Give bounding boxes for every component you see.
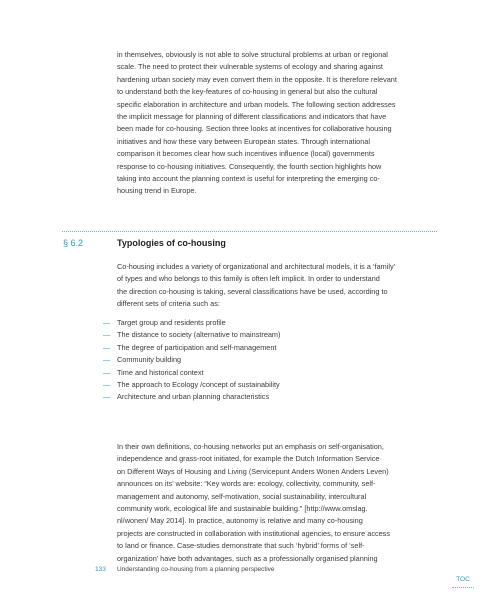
text-line: to land or finance. Case-studies demonstrate that such ‘hybrid’ forms of ‘self- [117,541,365,551]
text-line: to understand both the key-features of co-housing in general but also the cultural [117,87,378,97]
list-item-text: Time and historical context [117,367,204,377]
text-line: hardening urban society may even convert them in the opposite. It is therefore relevant [117,74,397,84]
list-marker: — [103,330,111,340]
list-item [103,354,423,366]
text-line: on Different Ways of Housing and Living (Servicepunt Anders Wonen Anders Leven) [117,466,389,476]
list-item [103,367,423,379]
list-marker: — [103,392,111,402]
text-line: independence and grass-root initiated, for example the Dutch Information Service [117,454,380,464]
text-line: the direction co-housing is taking, several classifications have be used, according to [117,286,388,296]
page-number: 133 [95,566,106,573]
list-item [103,329,423,341]
section-title: Typologies of co-housing [117,238,226,248]
list-item [103,317,423,329]
list-item-text: The distance to society (alternative to mainstream) [117,330,281,340]
list-item-text: Community building [117,355,182,365]
text-line: initiatives and how these vary between European states. Through international [117,136,370,146]
text-line: different sets of criteria such as: [117,299,220,309]
text-line: scale. The need to protect their vulnerable systems of ecology and sharing against [117,62,383,72]
text-line: organization’ have both advantages, such as a professionally organised planning [117,553,378,563]
body-paragraph [117,441,437,565]
text-line: announces on its’ website: “Key words are: ecology, collectivity, community, self- [117,479,376,489]
list-item [103,391,423,403]
text-line: nl/wonen/ May 2014]. In practice, autonomy is relative and many co-housing [117,516,363,526]
text-line: taking into account the planning context is useful for interpreting the emerging co- [117,174,380,184]
section-number: § 6.2 [63,238,84,248]
text-line: Co-housing includes a variety of organizational and architectural models, it is a ‘family’ [117,262,396,271]
text-line: projects are constructed in collaboration with institutional agencies, to ensure access [117,528,390,538]
text-line: response to co-housing initiatives. Consequently, the fourth section highlights how [117,161,382,171]
toc-link[interactable]: TOC [456,576,470,583]
list-item [103,342,423,354]
running-title: Understanding co-housing from a planning perspective [117,566,275,573]
list-marker: — [103,342,111,352]
list-item-text: The approach to Ecology /concept of sustainability [117,380,280,390]
list-item [103,379,423,391]
toc-underline [452,587,474,588]
text-line: comparison it becomes clear how such incentives influence (local) governments [117,149,375,159]
text-line: housing trend in Europe. [117,186,197,196]
criteria-list [103,317,423,404]
text-line: specific elaboration in architecture and urban models. The following section addresses [117,99,396,109]
text-line: management and autonomy, self-motivation, social sustainability, intercultural [117,491,367,501]
text-line: In their own definitions, co-housing networks put an emphasis on self-organisation, [117,442,384,451]
section-divider [62,231,437,232]
text-line: of types and who belongs to this family is often left implicit. In order to understand [117,274,380,284]
text-line: community work, ecological life and sustainable building.” [http://www.omslag. [117,504,368,514]
list-item-text: The degree of participation and self-management [117,342,277,352]
text-line: the implicit message for planning of different classifications and indicators that have [117,112,387,122]
list-item-text: Target group and residents profile [117,318,226,327]
list-marker: — [103,380,111,390]
list-marker: — [103,355,111,365]
list-marker: — [103,367,111,377]
list-marker: — [103,318,111,327]
list-item-text: Architecture and urban planning characteristics [117,392,270,402]
text-line: been made for co-housing. Section three looks at incentives for collaborative housing [117,124,392,134]
section-intro-paragraph [117,261,437,311]
text-line: in themselves, obviously is not able to solve structural problems at urban or regional [117,50,388,59]
intro-paragraph [117,49,437,198]
